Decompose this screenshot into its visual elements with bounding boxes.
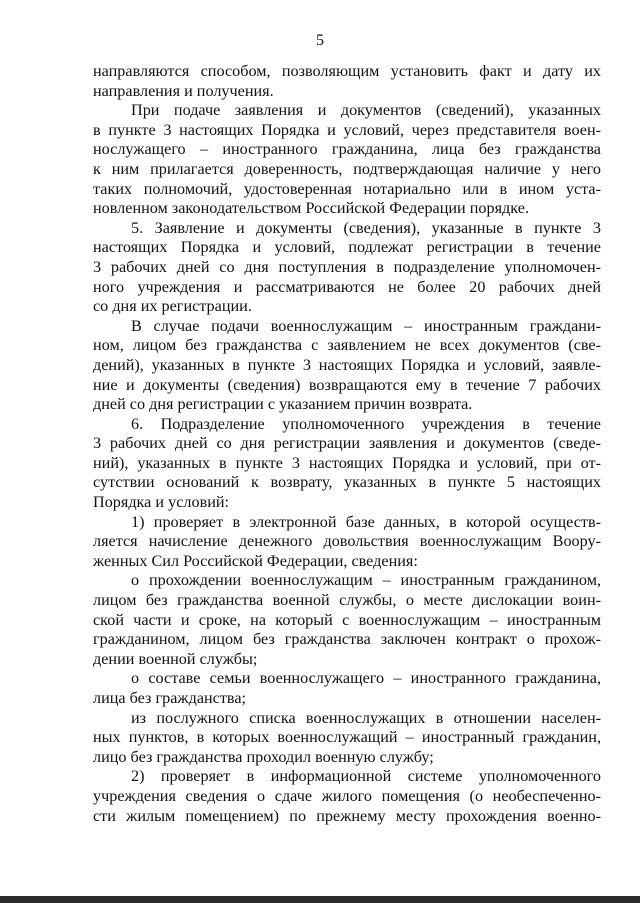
text-line: гражданином, лицом без гражданства заключен контракт о прохож- [93, 630, 601, 649]
text-line: лицом без гражданства военной службы, о месте дислокации воин- [93, 591, 601, 610]
text-line: При подаче заявления и документов (сведений), указанных [131, 101, 601, 120]
text-line: сти жилым помещением) по прежнему месту прохождения военно- [93, 806, 601, 825]
text-line: 3 рабочих дней со дня поступления в подразделение уполномочен- [93, 257, 601, 276]
text-line: 3 рабочих дней со дня регистрации заявления и документов (сведе- [93, 434, 601, 453]
text-line: 6. Подразделение уполномоченного учреждения в течение [131, 414, 601, 433]
text-line: из послужного списка военнослужащих в отношении населен- [131, 708, 601, 727]
text-line: Порядка и условий: [93, 493, 230, 512]
text-line: направляются способом, позволяющим установить факт и дату их [93, 62, 601, 80]
text-line: лица без гражданства; [93, 689, 247, 707]
text-line: в пункте 3 настоящих Порядка и условий, через представителя воен- [93, 120, 601, 139]
text-line: В случае подачи военнослужащим – иностранным граждани- [131, 316, 601, 335]
page-number: 5 [316, 32, 324, 49]
text-line: сутствии оснований к возврату, указанных в пункте 5 настоящих [93, 473, 601, 492]
text-line: ние и документы (сведения) возвращаются ему в течение 7 рабочих [93, 375, 601, 394]
text-line: ской части и сроке, на который с военнослужащим – иностранным [93, 610, 601, 629]
text-line: женных Сил Российской Федерации, сведения: [93, 551, 418, 570]
text-line: направления и получения. [93, 81, 274, 100]
text-line: о составе семьи военнослужащего – иностранного гражданина, [131, 669, 601, 688]
text-line: ном, лицом без гражданства с заявлением не всех документов (све- [93, 336, 601, 355]
text-line: со дня их регистрации. [93, 297, 252, 316]
text-line: 1) проверяет в электронной базе данных, в которой осуществ- [131, 512, 601, 531]
text-line: лицо без гражданства проходил военную службу; [93, 747, 434, 766]
text-line: таких полномочий, удостоверенная нотариально или в ином уста- [93, 179, 601, 198]
text-line: 5. Заявление и документы (сведения), указанные в пункте 3 [131, 218, 601, 237]
text-line: ний), указанных в пункте 3 настоящих Порядка и условий, при от- [93, 453, 601, 472]
text-line: новленном законодательством Российской Федерации порядке. [93, 199, 529, 218]
text-line: дении военной службы; [93, 649, 258, 668]
text-line: к ним прилагается доверенность, подтверждающая наличие у него [93, 159, 601, 178]
document-body [93, 62, 601, 826]
text-line: ляется начисление денежного довольствия военнослужащим Воору- [93, 532, 601, 551]
text-line: ного учреждения и рассматриваются не более 20 рабочих дней [93, 277, 601, 296]
text-line: дней со дня регистрации с указанием причин возврата. [93, 395, 473, 414]
text-line: 2) проверяет в информационной системе уполномоченного [131, 767, 601, 786]
text-line: дений), указанных в пункте 3 настоящих Порядка и условий, заявле- [93, 355, 601, 374]
scan-bottom-edge [0, 896, 640, 903]
text-line: учреждения сведения о сдаче жилого помещения (о необеспеченно- [93, 786, 601, 805]
text-line: о прохождении военнослужащим – иностранным гражданином, [131, 571, 601, 590]
text-line: нослужащего – иностранного гражданина, лица без гражданства [93, 140, 601, 159]
text-line: ных пунктов, в которых военнослужащий – иностранный гражданин, [93, 728, 601, 747]
text-line: настоящих Порядка и условий, подлежат регистрации в течение [93, 238, 601, 257]
